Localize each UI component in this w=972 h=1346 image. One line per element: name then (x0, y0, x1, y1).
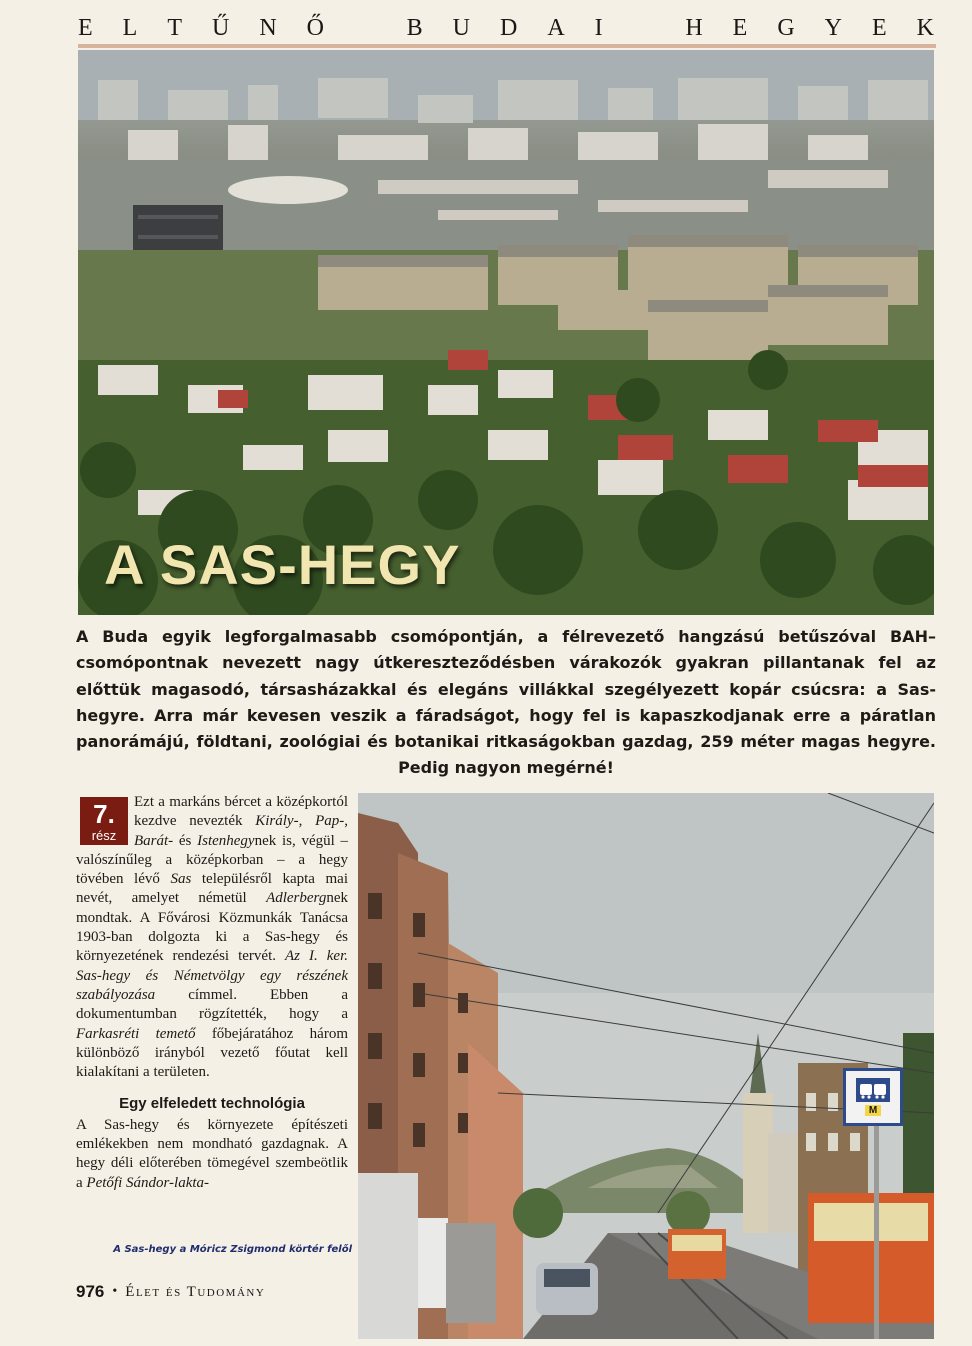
page-number: 976 (76, 1282, 105, 1301)
running-header (78, 12, 936, 48)
hero-photo-illustration (78, 50, 934, 615)
article-title: A SAS-HEGY (104, 533, 461, 596)
sign-letter: M (865, 1105, 881, 1116)
body-paragraph-2: A Sas-hegy és környezete építészeti emlékekben nem mondható gazdagnak. A hegy déli előterében tömegével szembeötlik a Petőfi Sándor-lakta- (76, 1116, 348, 1191)
header-word-3: H E G Y E K (685, 14, 936, 41)
header-word-1: E L T Ű N Ő (78, 14, 326, 41)
street-photo (358, 793, 934, 1339)
part-number-badge (80, 797, 128, 845)
body-paragraph-1: Ezt a markáns bércet a középkortól kezdve nevezték Király-, Pap-, Barát- és Istenhegynek is, végül – valószínűleg a középkorban – a hegy tövében lévő Sas településről kapta mai nevét, amelyet németül Adlerbergnek mondtak. A Fővárosi Közmunkák Tanácsa 1903-ban dolgozta ki a Sas-hegy és környezetének rendezési tervét. Az I. ker. Sas-hegy és Németvölgy egy részének szabályozása címmel. Ebben a dokumentumban rögzítették, hogy a Farkasréti temető főbejáratához három különböző irányból vezető főutat kell kialakítani a területen. (76, 794, 348, 1081)
header-word-2: B U D A I (406, 14, 605, 41)
part-number: 7. (93, 798, 115, 829)
footer-bullet: • (112, 1284, 118, 1299)
photo-caption: A Sas-hegy a Móricz Zsigmond körtér felől (113, 1244, 352, 1255)
lead-paragraph: A Buda egyik legforgalmasabb csomópontján, a félrevezető hangzású betűszóval BAH–csomópontnak nevezett nagy útkereszteződésben várakozók gyakran pillantanak fel az előttük magasodó, társasházakkal és elegáns villákkal szegélyezett kopár csúcsra: a Sas-hegyre. Arra már kevesen veszik a fáradságot, hogy fel is kapaszkodjanak erre a páratlan panorámájú, földtani, zoológiai és botanikai ritkaságokban gazdag, 259 méter magas hegyre. Pedig nagyon megérné! (76, 627, 936, 778)
street-photo-illustration (358, 793, 934, 1339)
hero-photo (78, 50, 934, 615)
body-text-column (76, 793, 348, 1193)
magazine-name: Élet és Tudomány (125, 1283, 266, 1300)
tram-stop-sign (843, 1068, 903, 1126)
section-subheading: Egy elfeledett technológia (119, 1095, 305, 1113)
page-footer (76, 1280, 265, 1304)
part-label: rész (91, 827, 117, 843)
bus-tram-icon (856, 1078, 890, 1102)
